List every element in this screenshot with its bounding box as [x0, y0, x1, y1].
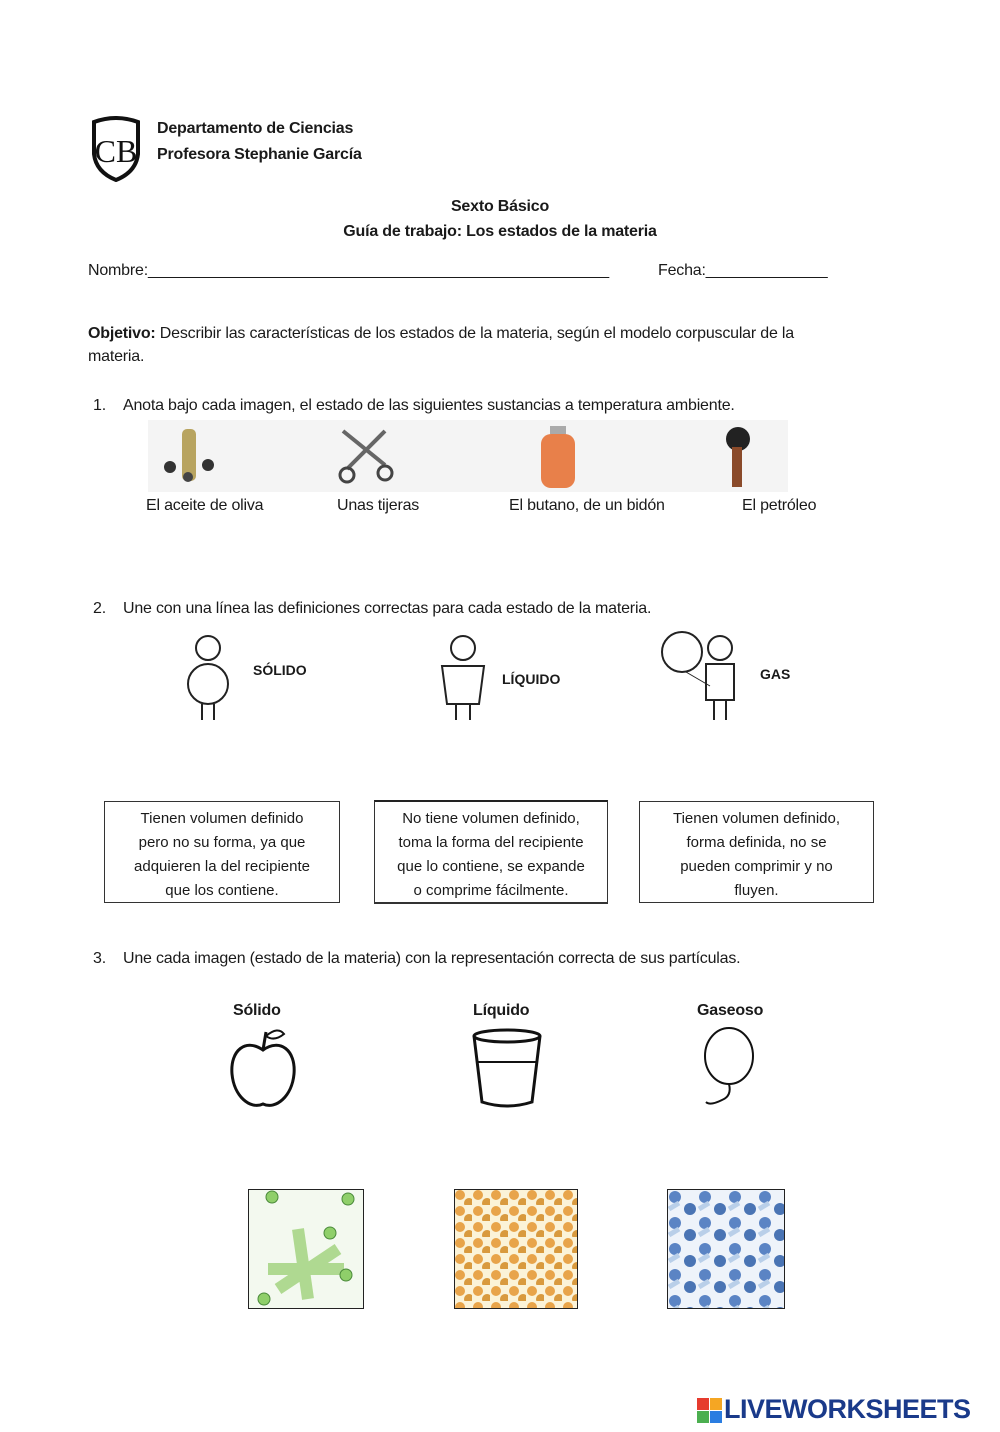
definition-box-1[interactable] [104, 801, 340, 903]
q1-item-scissors: Unas tijeras [337, 497, 420, 514]
boy-with-glass-icon [436, 632, 491, 722]
q1-item-butane: El butano, de un bidón [509, 497, 665, 514]
liveworksheets-brand: LIVEWORKSHEETS [724, 1394, 971, 1424]
definition-line: que los contiene. [165, 882, 279, 899]
petroleum-image [718, 425, 758, 489]
q3-gas-label: Gaseoso [697, 1002, 764, 1019]
date-field[interactable] [658, 262, 828, 280]
gas-particles-image [667, 1189, 785, 1309]
definition-line: No tiene volumen definido, [402, 810, 580, 827]
department-name: Departamento de Ciencias [157, 120, 354, 137]
definition-line: pueden comprimir y no [680, 858, 833, 875]
q3-number: 3. [93, 950, 106, 967]
q3-text: Une cada imagen (estado de la materia) con la representación correcta de sus partículas. [123, 950, 741, 967]
definition-line: que lo contiene, se expande [397, 858, 585, 875]
definition-line: forma definida, no se [686, 834, 827, 851]
definition-line: adquieren la del recipiente [134, 858, 310, 875]
date-blank[interactable]: ______________ [705, 262, 828, 279]
definition-line: Tienen volumen definido [140, 810, 304, 827]
liveworksheets-logo-icon [697, 1398, 723, 1424]
name-label: Nombre: [88, 262, 148, 279]
q1-image-strip [148, 420, 788, 492]
name-blank[interactable]: _____________________________________________________ [147, 262, 609, 279]
q3-solid-label: Sólido [233, 1002, 281, 1019]
solid-particles-image [248, 1189, 364, 1309]
q1-text: Anota bajo cada imagen, el estado de las siguientes sustancias a temperatura ambiente. [123, 397, 735, 414]
q1-item-olive-oil: El aceite de oliva [146, 497, 264, 514]
teacher-name: Profesora Stephanie García [157, 146, 362, 163]
balloon-icon [698, 1026, 760, 1112]
grade-title: Sexto Básico [450, 198, 550, 215]
definition-line: pero no su forma, ya que [138, 834, 306, 851]
definition-line: fluyen. [734, 882, 779, 899]
glass-icon [470, 1028, 544, 1110]
date-label: Fecha: [658, 262, 706, 279]
scissors-image [335, 425, 400, 487]
state-gas-label: GAS [760, 666, 791, 682]
definition-line: toma la forma del recipiente [398, 834, 584, 851]
name-field[interactable] [88, 262, 609, 280]
girl-with-balloon-icon [660, 630, 745, 722]
objective-text: Describir las características de los estados de la materia, según el modelo corpuscular de la [155, 325, 794, 342]
svg-text:CB: CB [94, 133, 138, 169]
q2-text: Une con una línea las definiciones correctas para cada estado de la materia. [123, 600, 652, 617]
olive-oil-image [160, 425, 220, 487]
q1-item-petroleum: El petróleo [742, 497, 817, 514]
q1-number: 1. [93, 397, 106, 414]
definition-line: o comprime fácilmente. [413, 882, 569, 899]
objective-label: Objetivo: [88, 325, 156, 342]
state-liquid-label: LÍQUIDO [502, 671, 561, 687]
liquid-particles-image [454, 1189, 578, 1309]
state-solid-label: SÓLIDO [253, 662, 307, 678]
objective-text-2: materia. [88, 348, 145, 365]
objective [88, 325, 794, 343]
apple-icon [226, 1024, 300, 1112]
girl-with-apple-icon [178, 632, 238, 722]
definition-box-2[interactable] [374, 800, 608, 904]
school-logo [90, 116, 142, 182]
butane-tank-image [538, 424, 578, 490]
definition-line: Tienen volumen definido, [672, 810, 841, 827]
q3-liquid-label: Líquido [473, 1002, 530, 1019]
guide-title: Guía de trabajo: Los estados de la materia [343, 223, 657, 240]
definition-box-3[interactable] [639, 801, 874, 903]
q2-number: 2. [93, 600, 106, 617]
